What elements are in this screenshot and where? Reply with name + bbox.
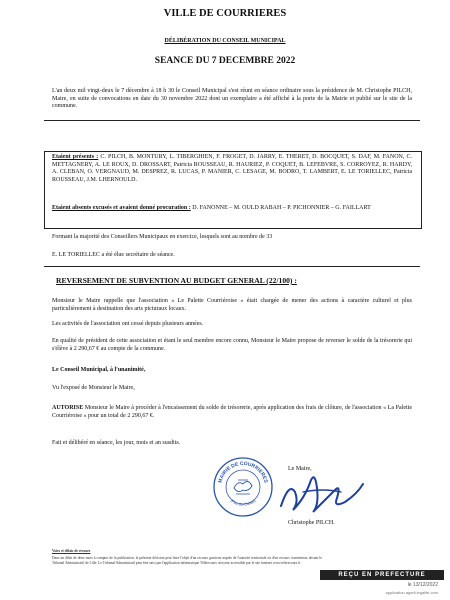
closing-line: Fait et délibéré en séance, les jour, mois et an susdits. [52,440,181,446]
body-paragraph-1: Monsieur le Maire rappelle que l'association « Le Palette Courriéroise » était chargée de mener des actions à caractère culturel et plus particulièrement à destination des arts picturaux locaux. [52,298,412,312]
autorise-label: AUTORISE [52,405,84,411]
town-title: VILLE DE COURRIERES [163,8,287,19]
present-label: Etaient présents : [52,154,99,160]
vu-line: Vu l'exposé de Monsieur le Maire, [52,385,135,391]
mayor-signature [275,462,375,518]
seal-bottom-text: (Pas-de-Calais) [229,497,257,507]
voies-label: Voies et délais de recours [52,549,91,553]
secretary-line: E. LE TORIELLEC a été élue secrétaire de séance. [52,252,175,258]
seal-top-text: MAIRIE DE COURRIERES [217,460,269,484]
seance-date: SEANCE DU 7 DECEMBRE 2022 [154,56,296,66]
voies-text: Dans un délai de deux mois à compter de la publication, la présente décision peut faire l'objet d'un recours gracieux auprès de l'autorité territoriale ou d'un recours contentieux devant le Tribunal Administratif de Lille. Le Tribunal Administratif peut être saisi par l'application informatique Télérecours citoyens accessible par le site internet www.telerecours.fr [52,556,322,565]
majority-line: Formant la majorité des Conseillers Municipaux en exercice, lesquels sont au nombre de 33 [52,234,273,240]
autorise-text: Monsieur le Maire à procéder à l'encaissement du solde de trésorerie, après application des frais de clôture, de l'association « La Palette Courriéroise » pour un total de 2 290,67 €. [52,405,412,419]
absent-label: Etaient absents excusés et avaient donné procuration : [52,205,191,211]
town-seal [212,456,274,518]
prefecture-app: application.agedi.legalite.com [385,590,438,595]
deliberation-title: REVERSEMENT DE SUBVENTION AU BUDGET GENERAL (22/100) : [56,276,297,285]
svg-text:(Pas-de-Calais) [229,498,257,507]
deliberation-subtitle: DÉLIBÉRATION DU CONSEIL MUNICIPAL [164,38,286,44]
divider [44,266,420,267]
intro-paragraph: L'an deux mil vingt-deux le 7 décembre à 18 h 30 le Conseil Municipal s'est réuni en séance ordinaire sous la présidence de M. Christophe PILCH, Maire, en suite de convocations en date du 30 novembre 2022 dont un exemplaire a été affiché à la porte de la Mairie et publié sur le site de la commune. [52,88,412,110]
council-decision: Le Conseil Municipal, à l'unanimité, [52,367,146,373]
mayor-role: Le Maire, [288,466,312,472]
prefecture-date: le 13/12/2022 [407,582,438,588]
present-names: C. PILCH, B. MONTURY, L. TIBERGHIEN, F. FROGET, D. JARRY, E. THERET, D. BOCQUET, S. DAF, M. FANON, C. METTAGNERY, A. LE ROUX, D. DROSSART, Patricia ROUSSEAU, R. HAURIEZ, P. COQUET, B. LEFEBVRE, S. CORROYEZ, R. HARDY, A. CLEBAN, O. VERGNAUD, M. DESPREZ, R. LUCAS, P. MANIER, C. LESAGE, M. BODRO, T. LAMBERT, E. LE TORIELLEC, Patricia ROUSSEAU, J.M. LHERNOULD. [52,154,412,183]
divider [44,120,420,121]
present-list [52,154,412,184]
body-paragraph-3: En qualité de président de cette association et étant le seul membre encore connu, Monsieur le Maire propose de reverser le solde de la trésorerie qui s'élève à 2 290,67 € au compte de la commune. [52,338,412,352]
body-paragraph-2: Les activités de l'association ont cessé depuis plusieurs années. [52,321,204,327]
absent-names: D. FANONNE – M. OULD RABAH – P. PICHONNIER – G. FAILLART [192,205,371,211]
prefecture-stamp: REÇU EN PREFECTURE [320,570,444,580]
absent-list [52,205,412,213]
autorise-paragraph [52,405,412,420]
mayor-name: Christophe PILCH. [288,520,335,526]
